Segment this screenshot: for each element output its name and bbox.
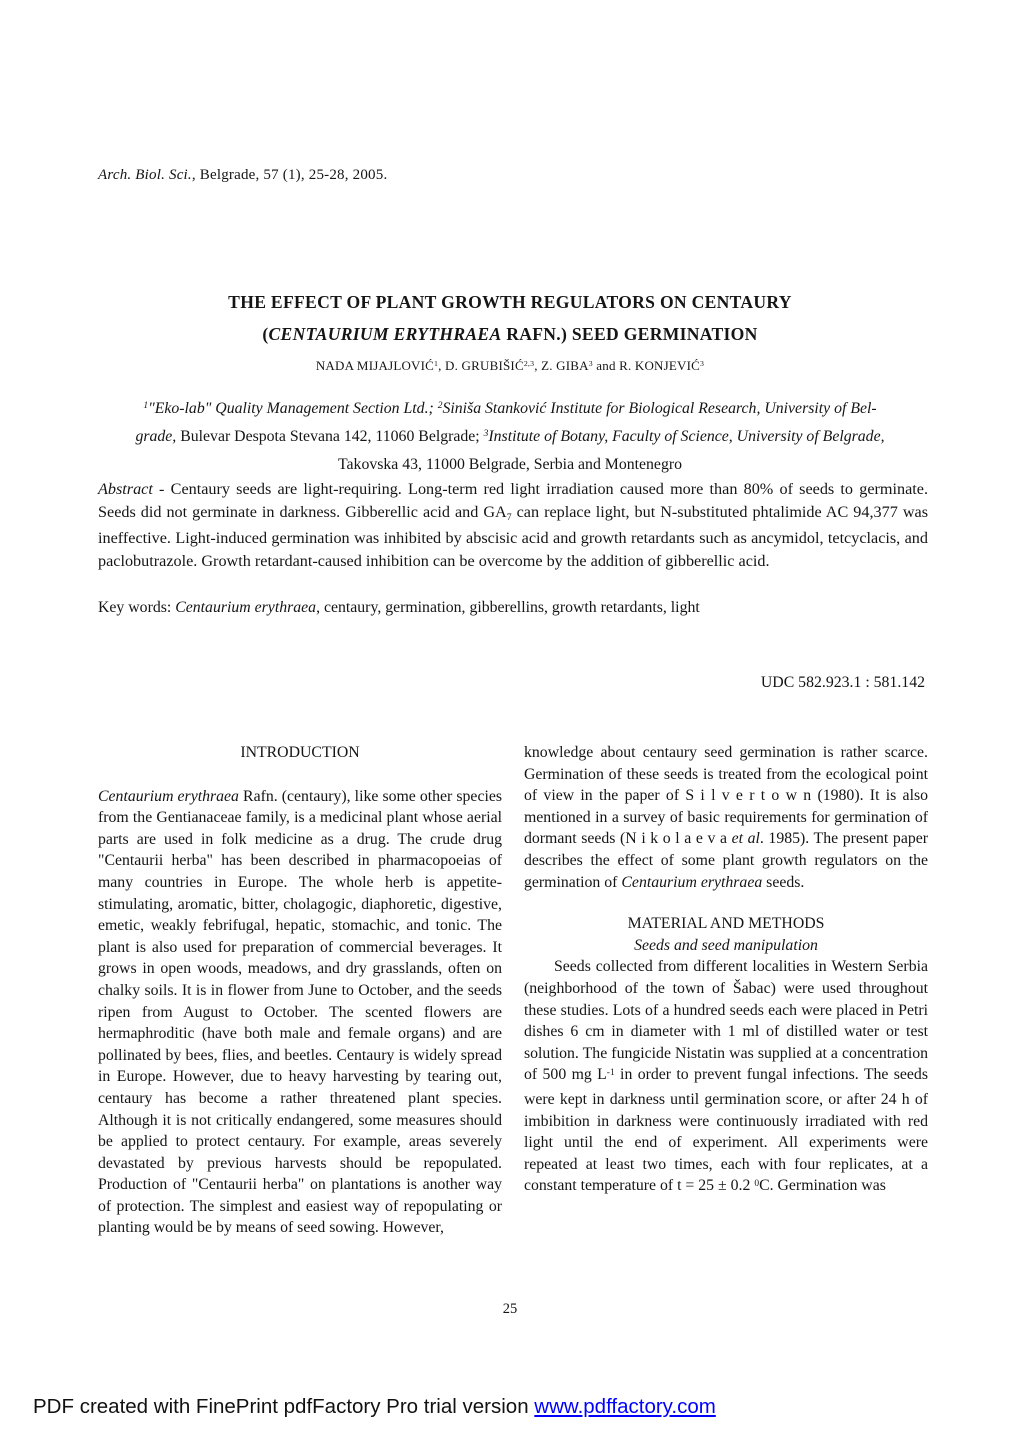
footer-text: PDF created with FinePrint pdfFactory Pro trial version [33, 1395, 535, 1418]
affiliation-line-3: Takovska 43, 11000 Belgrade, Serbia and Montenegro [338, 456, 682, 473]
authors-line: NADA MIJAJLOVIĆ$^1$, D. GRUBIŠIĆ$^{2,3}$, Z. GIBA$^3$ and R. KONJEVIĆ$^3$ [315, 358, 705, 373]
page-title-line2: (CENTAURIUM ERYTHRAEA RAFN.) SEED GERMINATION [262, 323, 758, 344]
affiliation-line-2: grade, Bulevar Despota Stevana 142, 11060 Belgrade; $^3$Institute of Botany, Faculty of Science, University of Belgrade, [135, 428, 885, 445]
methods-subheading: Seeds and seed manipulation [634, 936, 818, 954]
body-columns [98, 742, 928, 1239]
affiliation-line-1: $^1$"Eko-lab" Quality Management Section Ltd.; $^2$Siniša Stanković Institute for Biological Research, University of Bel- [143, 400, 877, 417]
page-title [0, 287, 1020, 350]
introduction-paragraph: Centaurium erythraea Rafn. (centaury), like some other species from the Gentianaceae family, is a medicinal plant whose aerial parts are used in folk medicine as a drug. The crude drug "Centaurii herba" has been described in pharmacopoeias of many countries in Europe. The whole herb is appetite-stimulating, aromatic, bitter, cholagogic, diaphoretic, digestive, emetic, weakly febrifugal, hepatic, stomachic, and tonic. The plant is also used for preparation of commercial beverages. It grows in open woods, meadows, and dry grasslands, often on chalky soils. It is in flower from June to October, and the seeds ripen from August to October. The scented flowers are hermaphroditic (have both male and female organs) and are pollinated by bees, flies, and beetles. Centaury is widely spread in Europe. However, due to heavy harvesting by tearing out, centaury has become a rather threatened plant species. Although it is not critically endangered, some measures should be applied to protect centaury. For example, areas severely devastated by previous harvests should be repopulated. Production of "Centaurii herba" on plantations is another way of protection. The simplest and easiest way of repopulating or planting would be by means of seed sowing. However, [98, 787, 502, 1237]
keywords-line: Key words: Centaurium erythraea, centaury, germination, gibberellins, growth retardants, light [98, 599, 700, 616]
footer-notice [33, 1395, 716, 1419]
footer-link[interactable]: www.pdffactory.com [534, 1395, 716, 1418]
udc-number: UDC 582.923.1 : 581.142 [760, 674, 925, 691]
journal-line: Arch. Biol. Sci., Belgrade, 57 (1), 25-28, 2005. [98, 167, 388, 183]
methods-paragraph: Seeds collected from different localities in Western Serbia (neighborhood of the town of Šabac) were used throughout these studies. Lots of a hundred seeds each were placed in Petri dishes 6 cm in diameter with 1 ml of distilled water or test solution. The fungicide Nistatin was supplied at a concentration of 500 mg $L^{-1}$ in order to prevent fungal infections. The seeds were kept in darkness until germination score, or after 24 h of imbibition in darkness were continuously irradiated with red light until the end of experiment. All experiments were repeated at least two times, each with four replicates, at a constant temperature of t = 25 ± 0.2 $^0$C. Germination was [524, 958, 928, 1195]
introduction-heading: INTRODUCTION [240, 744, 360, 761]
left-column [98, 742, 502, 1239]
affiliations [55, 396, 965, 477]
page-title-line1: THE EFFECT OF PLANT GROWTH REGULATORS ON CENTAURY [228, 292, 792, 312]
abstract-paragraph: Abstract - Centaury seeds are light-requiring. Long-term red light irradiation caused more than 80% of seeds to germinate. Seeds did not germinate in darkness. Gibberellic acid and GA7 can replace light, but N-substituted phtalimide AC 94,377 was ineffective. Light-induced germination was inhibited by abscisic acid and growth retardants such as ancymidol, tetcyclacis, and paclobutrazole. Growth retardant-caused inhibition can be overcome by the addition of gibberellic acid. [98, 480, 928, 571]
right-column [524, 742, 928, 1239]
page-number: 25 [502, 1301, 518, 1317]
methods-heading: MATERIAL AND METHODS [627, 915, 825, 933]
continuation-paragraph: knowledge about centaury seed germination is rather scarce. Germination of these seeds is treated from the ecological point of view in the paper of S i l v e r t o w n (1980). It is also mentioned in a survey of basic requirements for germination of dormant seeds (N i k o l a e v a et al. 1985). The present paper describes the effect of some plant growth regulators on the germination of Centaurium erythraea seeds. [524, 744, 928, 891]
